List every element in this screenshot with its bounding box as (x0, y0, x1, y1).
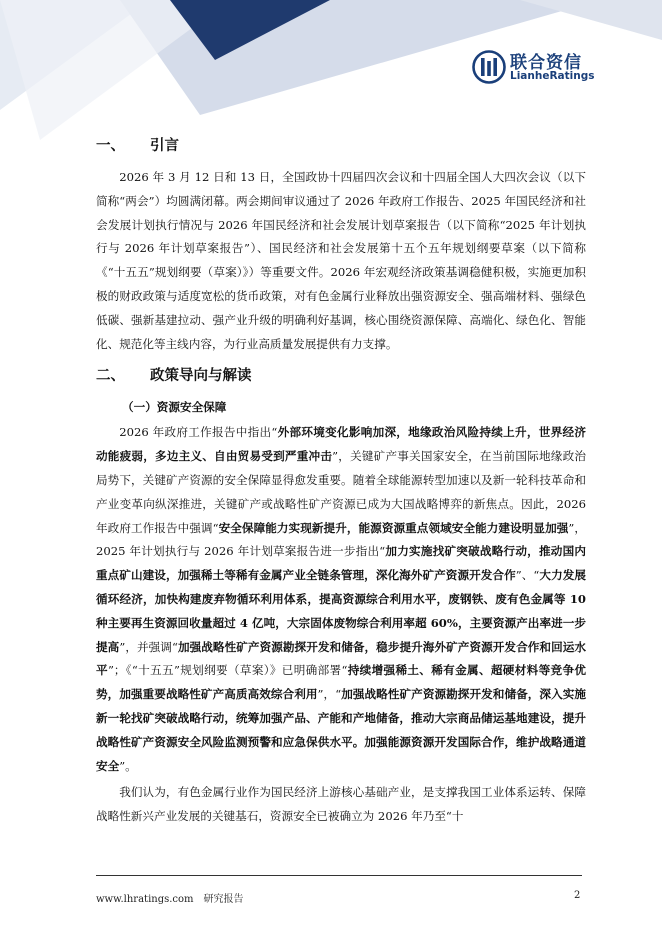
bold-quote: 安全保障能力实现新提升，能源资源重点领域安全能力建设明显加强 (218, 520, 569, 535)
text-run: ”，关键矿产事关国家安全，在当前国际地缘政治局势下，关键矿产资源的安全保障显得愈发重要。随着全球能源转型加速以及新一轮科技革命和产业变革向纵深推进，关键矿产或战略性矿产资源已成为大国战略博弈的新焦点。因此，2026 年政府工作报告中强调“ (96, 449, 586, 535)
text-run: ”、“ (515, 568, 540, 583)
footer-doc-type: 研究报告 (203, 894, 244, 905)
lianhe-logo (472, 48, 602, 88)
section-2-number: 二、 (96, 368, 125, 385)
lianhe-logo-icon (472, 50, 506, 84)
text-run: ”，2025 年计划执行与 2026 年计划草案报告进一步指出“ (96, 520, 586, 559)
text-run: ”，并强调“ (119, 639, 178, 654)
subsection-1-title: （一）资源安全保障 (122, 400, 227, 415)
page-number: 2 (574, 890, 581, 901)
section-1-title: 引言 (150, 138, 179, 154)
section-1-paragraph: 2026 年 3 月 12 日和 13 日，全国政协十四届四次会议和十四届全国人大四次会议（以下简称“两会”）均圆满闭幕。两会期间审议通过了 2026 年政府工作报告、2025 年国民经济和社会发展计划执行情况与 2026 年国民经济和社会发展计划草案报告（以下简称“2025 年计划执行与 2026 年计划草案报告”）、国民经济和社会发展第十五个五年规划纲要草案（以下简称《“十五五”规划纲要（草案）》）等重要文件。2026 年宏观经济政策基调稳健积极，实施更加积极的财政政策与适度宽松的货币政策，对有色金属行业释放出强资源安全、强高端材料、强绿色低碳、强新基建拉动、强产业升级的明确利好基调，核心围绕资源保障、高端化、绿色化、智能化、规范化等主线内容，为行业高质量发展提供有力支撑。 (96, 170, 586, 351)
footer-info (96, 890, 254, 905)
section-2-heading (96, 363, 586, 389)
bold-quote: 加强战略性矿产资源勘探开发和储备，深入实施新一轮找矿突破战略行动，统筹加强产品、产能和产地储备，推动大宗商品储运基地建设，提升战略性矿产资源安全风险监测预警和应急保供水平。加强能源资源开发国际合作，维护战略通道安全 (96, 687, 586, 773)
bold-quote: 加强战略性矿产资源勘探开发和储备，稳步提升海外矿产资源开发合作和回运水平 (96, 639, 586, 678)
section-1-number: 一、 (96, 138, 125, 154)
logo-text-en: LianheRatings (510, 70, 595, 82)
subsection-1-paragraph-1 (96, 421, 586, 778)
text-run: ”；《“十五五”规划纲要（草案）》已明确部署“ (107, 663, 348, 678)
logo-text-cn: 联合资信 (510, 53, 582, 73)
subsection-1-paragraph-2: 我们认为，有色金属行业作为国民经济上游核心基础产业，是支撑我国工业体系运转、保障战略性新兴产业发展的关键基石，资源安全已被确立为 2026 年乃至“十 (96, 785, 586, 824)
text-run: ”，“ (317, 687, 342, 702)
footer-website: www.lhratings.com (96, 894, 194, 905)
bold-quote: 加力实施找矿突破战略行动，推动国内重点矿山建设，加强稀土等稀有金属产业全链条管理，深化海外矿产资源开发合作 (96, 544, 586, 583)
document-body (96, 133, 586, 829)
bold-quote: 外部环境变化影响加深，地缘政治风险持续上升，世界经济动能疲弱，多边主义、自由贸易受到严重冲击 (96, 425, 586, 464)
section-1-heading (96, 133, 586, 159)
section-2-title: 政策导向与解读 (150, 368, 252, 385)
text-run: 2026 年政府工作报告中指出“ (119, 425, 278, 440)
bold-quote: 持续增强稀土、稀有金属、超硬材料等竞争优势，加强重要战略性矿产高质高效综合利用 (96, 663, 586, 702)
bold-quote: 大力发展循环经济，加快构建废弃物循环利用体系，提高资源综合利用水平，废钢铁、废有色金属等 10 种主要再生资源回收量超过 4 亿吨，大宗固体废物综合利用率超 60%，主要资源产出率进一步提高 (96, 568, 586, 654)
text-run: ”。 (119, 758, 137, 773)
footer-divider (96, 875, 582, 876)
